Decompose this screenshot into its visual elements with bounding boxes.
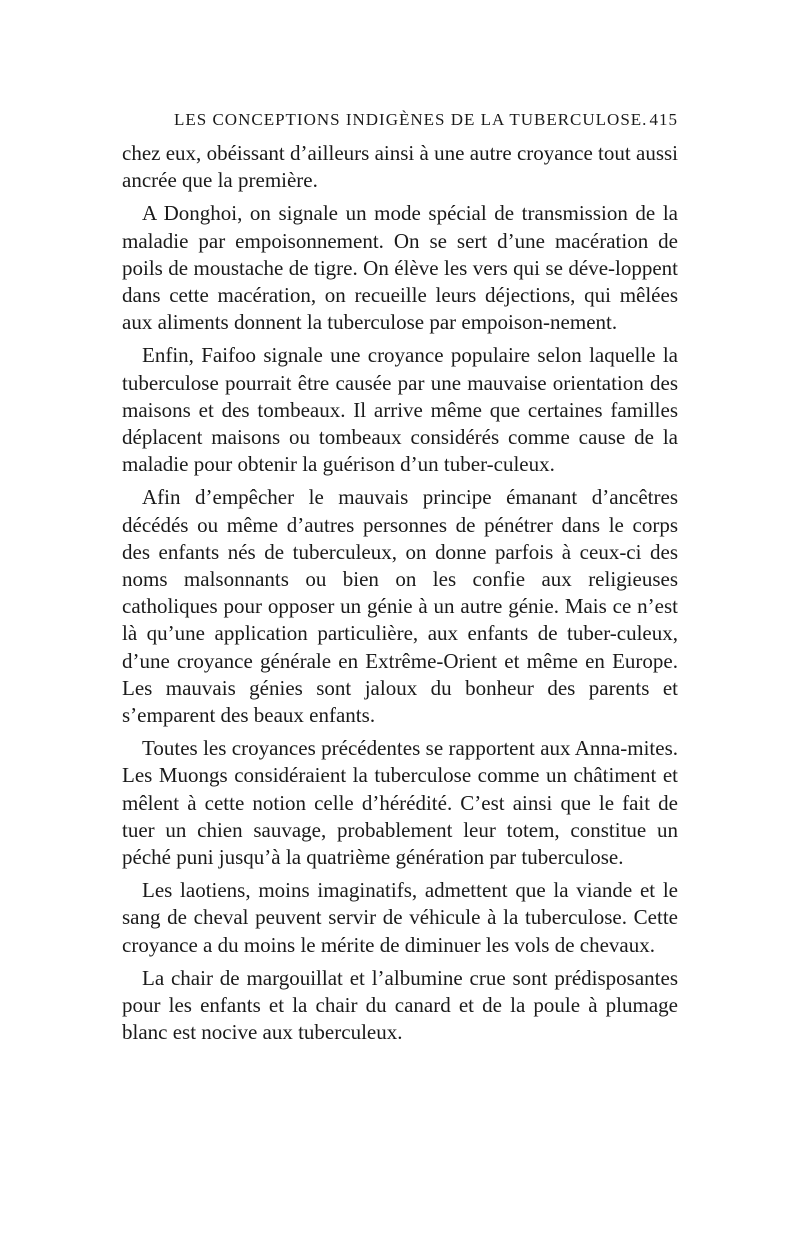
page-number: 415 [649, 110, 678, 129]
running-title: LES CONCEPTIONS INDIGÈNES DE LA TUBERCULOSE. [174, 110, 648, 129]
paragraph: chez eux, obéissant d’ailleurs ainsi à une autre croyance tout aussi ancrée que la première. [122, 141, 678, 193]
paragraph: Les laotiens, moins imaginatifs, admettent que la viande et le sang de cheval peuvent servir de véhicule à la tuberculose. Cette croyance a du moins le mérite de diminuer les vols de chevaux. [122, 878, 678, 957]
paragraph: Afin d’empêcher le mauvais principe émanant d’ancêtres décédés ou même d’autres personnes de pénétrer dans le corps des enfants nés de tuberculeux, on donne parfois à ceux-ci des noms malsonnants ou bien on les confie aux religieuses catholiques pour opposer un génie à un autre génie. Mais ce n’est là qu’une application particulière, aux enfants de tuber-culeux, d’une croyance générale en Extrême-Orient et même en Europe. Les mauvais génies sont jaloux du bonheur des parents et s’emparent des beaux enfants. [122, 485, 678, 728]
paragraph: La chair de margouillat et l’albumine crue sont prédisposantes pour les enfants et la chair du canard et de la poule à plumage blanc est nocive aux tuberculeux. [122, 965, 678, 1045]
paragraph: Enfin, Faifoo signale une croyance populaire selon laquelle la tuberculose pourrait être causée par une mauvaise orientation des maisons et des tombeaux. Il arrive même que certaines familles déplacent maisons ou tombeaux considérés comme cause de la maladie pour obtenir la guérison d’un tuber-culeux. [122, 343, 678, 477]
paragraph: A Donghoi, on signale un mode spécial de transmission de la maladie par empoisonnement. On se sert d’une macération de poils de moustache de tigre. On élève les vers qui se déve-loppent dans cette macération, on recueille leurs déjections, qui mêlées aux aliments donnent la tuberculose par empoison-nement. [122, 201, 678, 335]
book-page [122, 110, 678, 1053]
paragraph: Toutes les croyances précédentes se rapportent aux Anna-mites. Les Muongs considéraient la tuberculose comme un châtiment et mêlent à cette notion celle d’hérédité. C’est ainsi que le fait de tuer un chien sauvage, probablement leur totem, constitue un péché puni jusqu’à la quatrième génération par tuberculose. [122, 736, 678, 870]
body-text [122, 140, 678, 1047]
running-head [174, 110, 678, 130]
